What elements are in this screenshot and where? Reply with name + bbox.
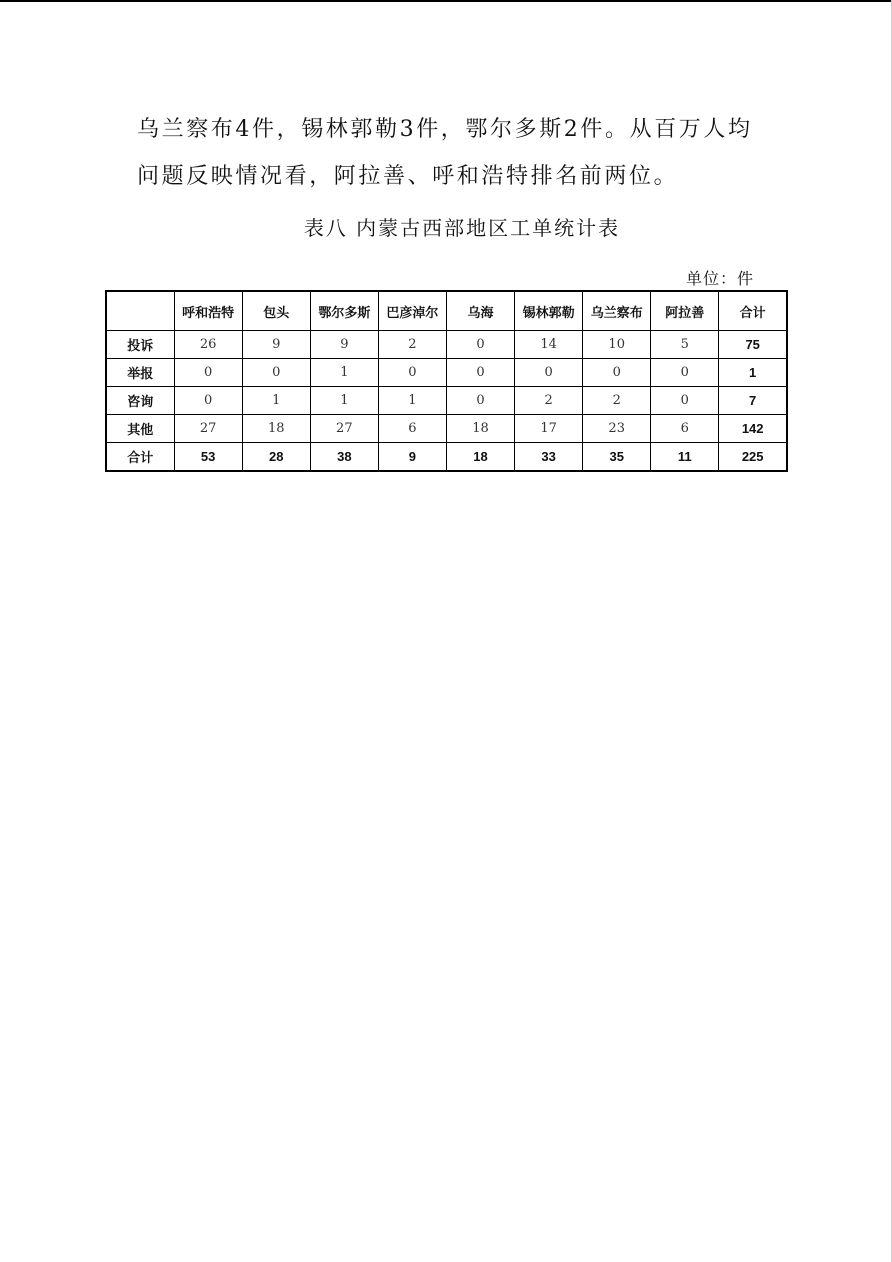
table-cell: 9 xyxy=(378,443,446,472)
table-cell: 9 xyxy=(242,331,310,359)
table-cell: 1 xyxy=(310,359,378,387)
table-cell: 2 xyxy=(583,387,651,415)
table-cell: 0 xyxy=(174,359,242,387)
header-cell: 包头 xyxy=(242,291,310,331)
table-row xyxy=(106,387,787,415)
unit-label: 单位：件 xyxy=(686,269,755,288)
row-label: 其他 xyxy=(106,415,174,443)
table-cell: 14 xyxy=(515,331,583,359)
table-title: 表八 内蒙古西部地区工单统计表 xyxy=(303,216,621,240)
table-cell: 18 xyxy=(446,443,514,472)
paragraph-line-2: 问题反映情况看，阿拉善、呼和浩特排名前两位。 xyxy=(137,164,679,189)
table-cell: 2 xyxy=(515,387,583,415)
table-cell: 0 xyxy=(242,359,310,387)
table-cell: 5 xyxy=(651,331,719,359)
table-cell: 2 xyxy=(378,331,446,359)
table-cell: 33 xyxy=(515,443,583,472)
stats-table xyxy=(105,290,788,472)
header-cell-total: 合计 xyxy=(719,291,787,331)
row-total-cell: 142 xyxy=(719,415,787,443)
table-row xyxy=(106,359,787,387)
header-cell-corner xyxy=(106,291,174,331)
table-row xyxy=(106,415,787,443)
table-cell: 18 xyxy=(446,415,514,443)
table-cell: 10 xyxy=(583,331,651,359)
table-cell: 9 xyxy=(310,331,378,359)
paragraph-line-1: 乌兰察布4件，锡林郭勒3件，鄂尔多斯2件。从百万人均 xyxy=(137,117,753,142)
table-cell: 6 xyxy=(378,415,446,443)
table-cell: 17 xyxy=(515,415,583,443)
row-total-cell: 7 xyxy=(719,387,787,415)
table-cell: 35 xyxy=(583,443,651,472)
table-cell: 23 xyxy=(583,415,651,443)
table-cell: 28 xyxy=(242,443,310,472)
page-top-border xyxy=(0,0,892,2)
table-cell: 18 xyxy=(242,415,310,443)
table-cell: 0 xyxy=(651,387,719,415)
table-cell: 6 xyxy=(651,415,719,443)
row-label: 合计 xyxy=(106,443,174,472)
header-cell: 锡林郭勒 xyxy=(515,291,583,331)
table-cell: 53 xyxy=(174,443,242,472)
table-cell: 1 xyxy=(378,387,446,415)
table-cell: 0 xyxy=(583,359,651,387)
table-cell: 0 xyxy=(651,359,719,387)
table-header-row xyxy=(106,291,787,331)
table-cell: 1 xyxy=(242,387,310,415)
header-cell: 呼和浩特 xyxy=(174,291,242,331)
table-cell: 27 xyxy=(174,415,242,443)
table-cell: 0 xyxy=(446,331,514,359)
header-cell: 阿拉善 xyxy=(651,291,719,331)
table-cell: 0 xyxy=(446,387,514,415)
row-total-cell: 1 xyxy=(719,359,787,387)
table-total-row xyxy=(106,443,787,472)
table-row xyxy=(106,331,787,359)
table-cell: 0 xyxy=(378,359,446,387)
table-cell: 0 xyxy=(174,387,242,415)
row-label: 投诉 xyxy=(106,331,174,359)
header-cell: 巴彦淖尔 xyxy=(378,291,446,331)
table-cell: 38 xyxy=(310,443,378,472)
header-cell: 鄂尔多斯 xyxy=(310,291,378,331)
table-cell: 1 xyxy=(310,387,378,415)
grand-total-cell: 225 xyxy=(719,443,787,472)
table-cell: 0 xyxy=(515,359,583,387)
row-label: 举报 xyxy=(106,359,174,387)
row-total-cell: 75 xyxy=(719,331,787,359)
table-cell: 26 xyxy=(174,331,242,359)
row-label: 咨询 xyxy=(106,387,174,415)
header-cell: 乌兰察布 xyxy=(583,291,651,331)
table-cell: 0 xyxy=(446,359,514,387)
table-cell: 27 xyxy=(310,415,378,443)
table-cell: 11 xyxy=(651,443,719,472)
header-cell: 乌海 xyxy=(446,291,514,331)
